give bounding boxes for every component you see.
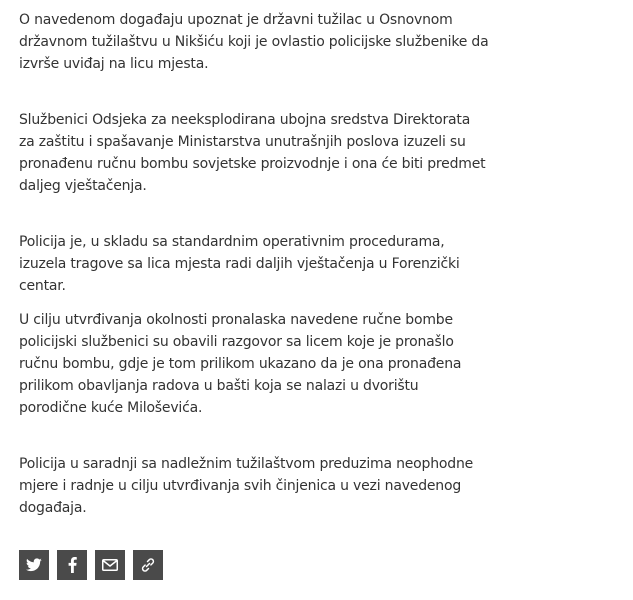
article-paragraph: Policija je, u skladu sa standardnim operativnim procedurama, izuzela tragove sa lica mjesta radi daljih vještačenja u Forenzički centar. xyxy=(19,234,460,294)
article-paragraph: O navedenom događaju upoznat je državni tužilac u Osnovnom državnom tužilaštvu u Nikšiću koji je ovlastio policijske službenike da izvrše uviđaj na licu mjesta. xyxy=(19,12,489,72)
link-icon xyxy=(140,557,156,573)
share-twitter-button[interactable] xyxy=(19,550,49,580)
facebook-icon xyxy=(68,557,77,573)
twitter-icon xyxy=(26,558,42,572)
share-email-button[interactable] xyxy=(95,550,125,580)
share-facebook-button[interactable] xyxy=(57,550,87,580)
article-paragraph: Policija u saradnji sa nadležnim tužilaštvom preduzima neophodne mjere i radnje u cilju utvrđivanja svih činjenica u vezi navedenog događaja. xyxy=(19,456,474,516)
share-bar xyxy=(19,550,163,580)
share-link-button[interactable] xyxy=(133,550,163,580)
article-paragraph: Službenici Odsjeka za neeksplodirana ubojna sredstva Direktorata za zaštitu i spašavanje Ministarstva unutrašnjih poslova izuzeli su pronađenu ručnu bombu sovjetske proizvodnje i ona će biti predmet daljeg vještačenja. xyxy=(19,112,486,194)
email-icon xyxy=(102,559,118,571)
article-paragraph: U cilju utvrđivanja okolnosti pronalaska navedene ručne bombe policijski službenici su obavili razgovor sa licem koje je pronašlo ručnu bombu, gdje je tom prilikom ukazano da je ona pronađena prilikom obavljanja radova u bašti koja se nalazi u dvorištu porodične kuće Miloševića. xyxy=(19,312,462,416)
